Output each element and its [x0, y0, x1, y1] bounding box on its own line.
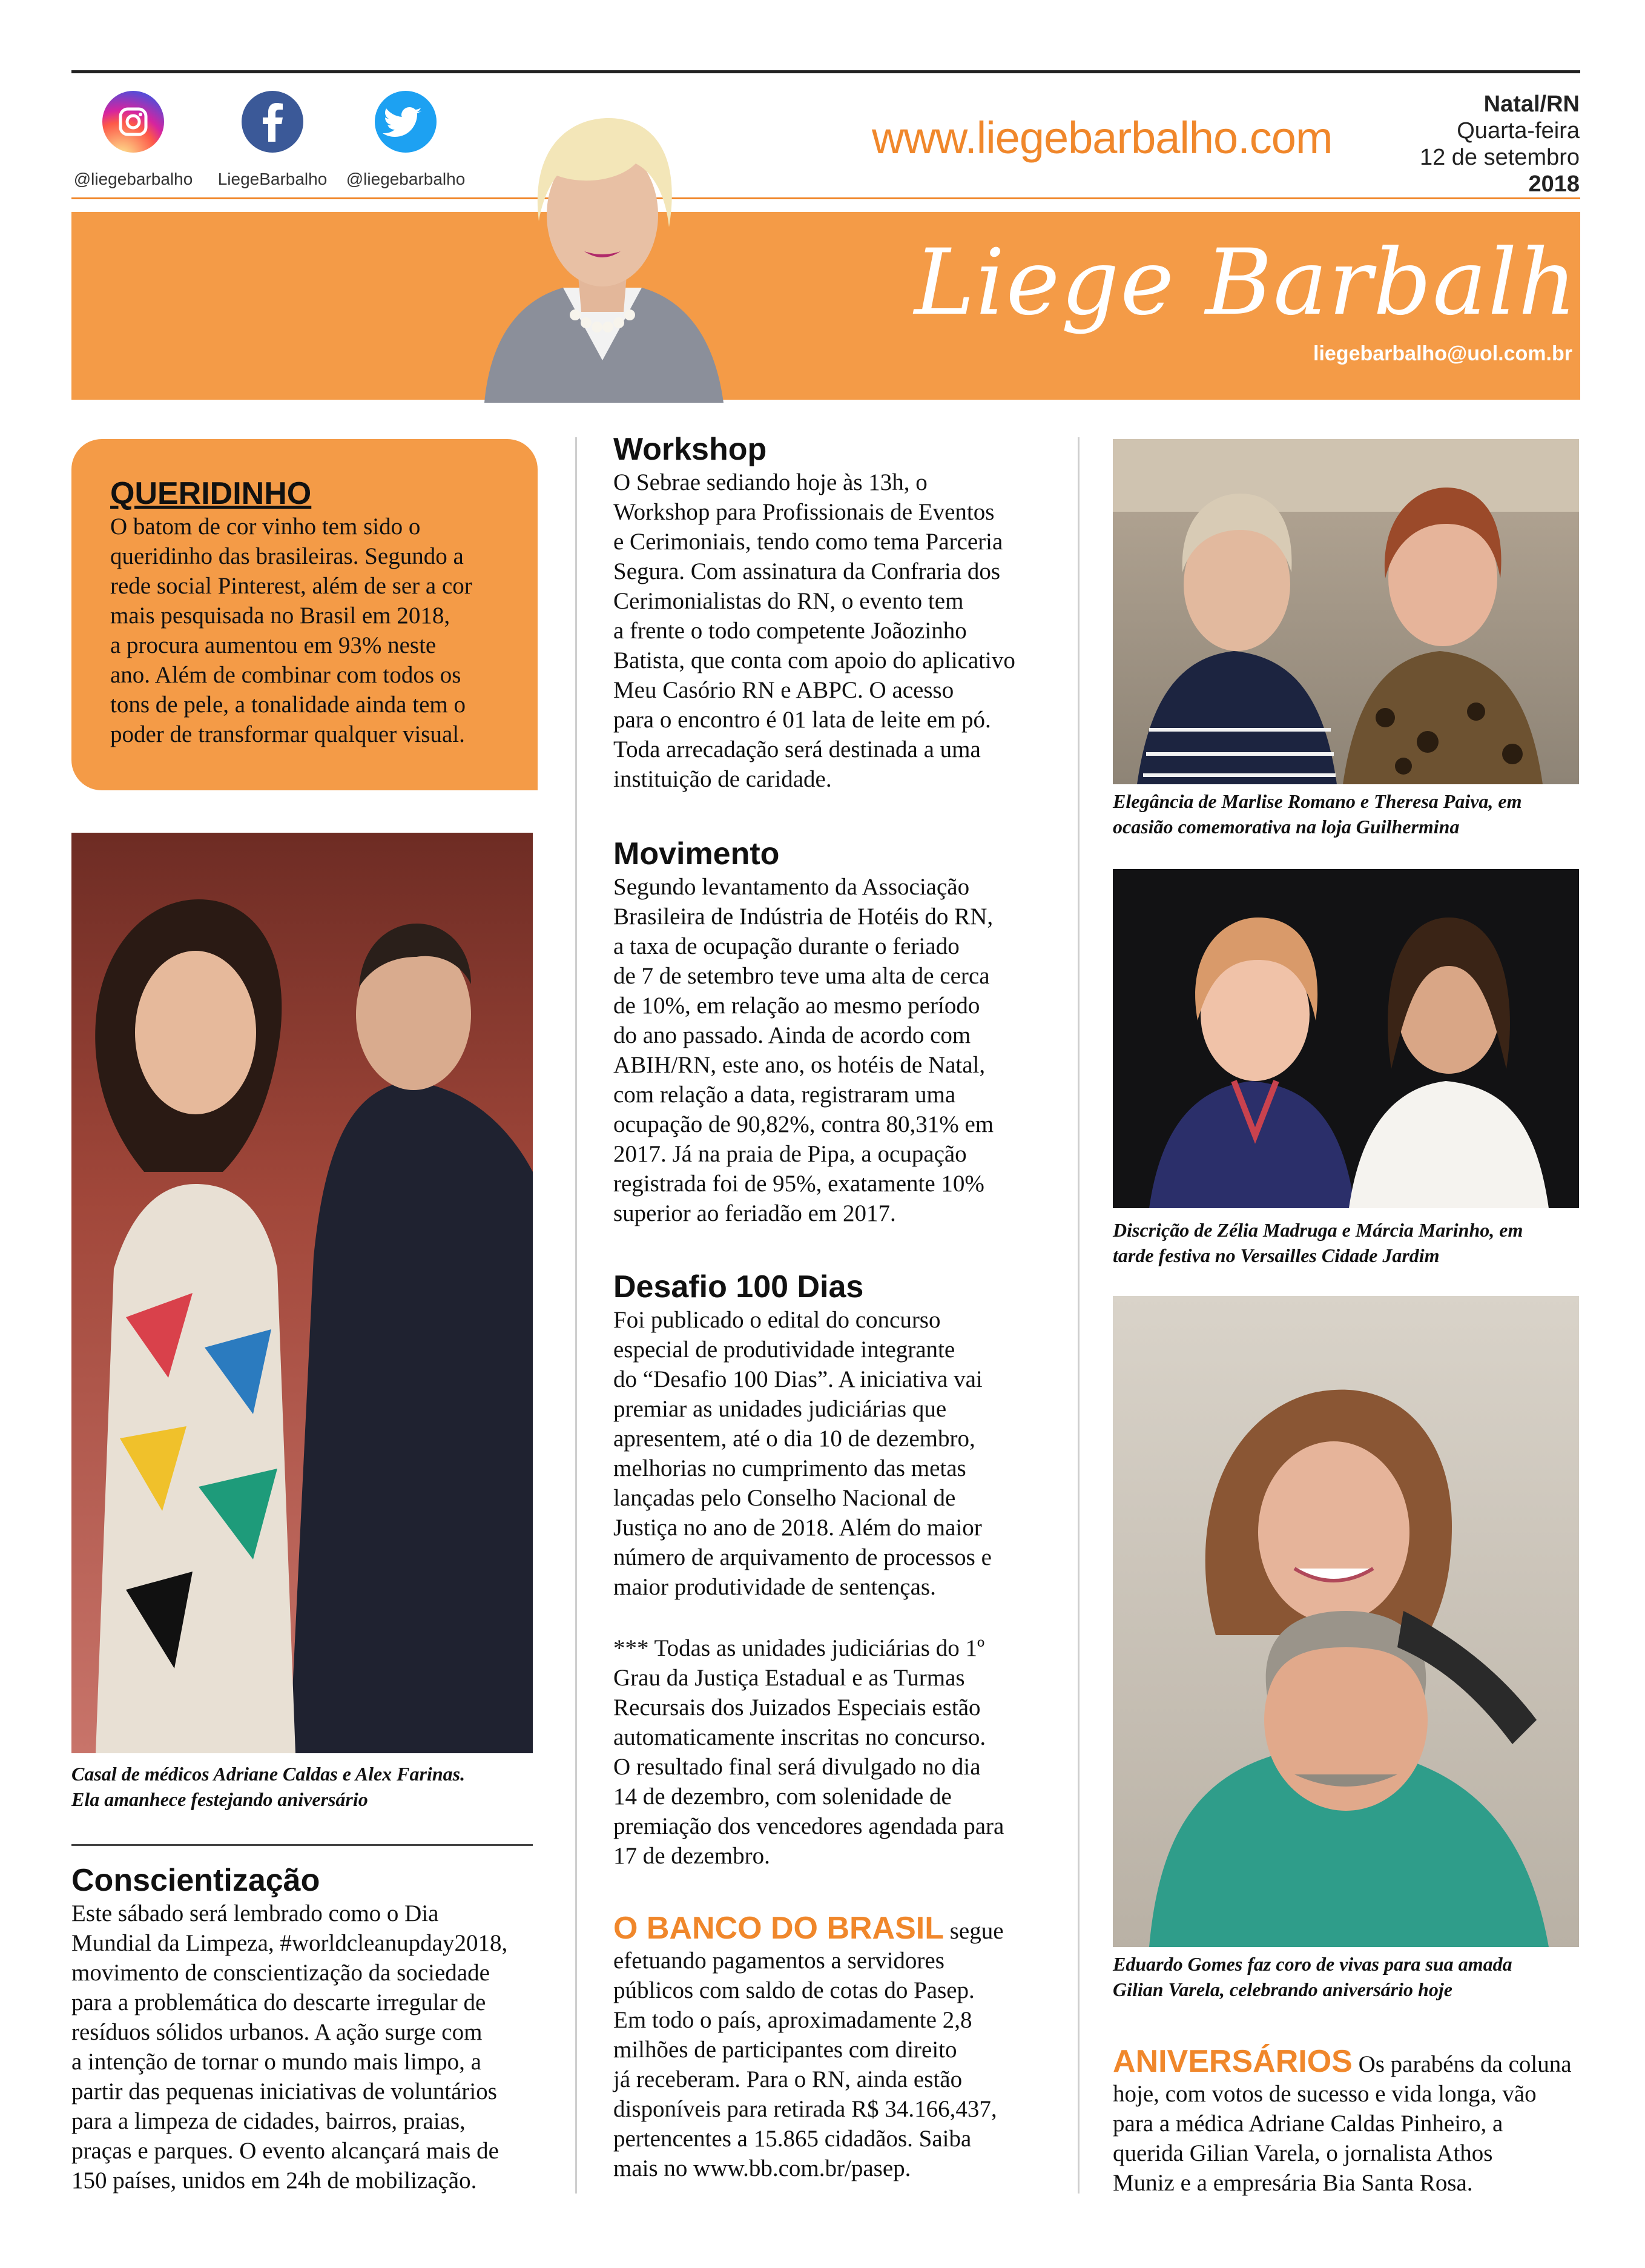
column-divider-2	[1078, 437, 1080, 2194]
text-line: praças e parques. O evento alcançará mais de	[71, 2138, 499, 2164]
weekday: Quarta-feira	[1457, 118, 1580, 144]
text-line: registrada foi de 95%, exatamente 10%	[613, 1171, 984, 1197]
workshop-section	[613, 431, 1061, 794]
banco-section	[613, 1911, 1061, 2183]
text-line: Mundial da Limpeza, #worldcleanupday2018,	[71, 1930, 508, 1956]
text-line: do ano passado. Ainda de acordo com	[613, 1022, 971, 1048]
text-line: *** Todas as unidades judiciárias do 1º	[613, 1635, 985, 1661]
text-line: instituição de caridade.	[613, 766, 832, 792]
twitter-handle: @liegebarbalho	[346, 170, 466, 188]
text-line: a procura aumentou em 93% neste	[110, 632, 437, 658]
facebook-icon	[242, 91, 303, 153]
queridinho-section	[110, 475, 510, 749]
text-line: Em todo o país, aproximadamente 2,8	[613, 2007, 972, 2033]
caption-line: Gilian Varela, celebrando aniversário hoje	[1113, 1979, 1452, 2000]
instagram-link[interactable]	[67, 91, 200, 189]
banco-title: O BANCO DO BRASIL	[613, 1911, 944, 1946]
photo-couple	[71, 833, 533, 1753]
text-line: partir das pequenas iniciativas de voluntários	[71, 2078, 497, 2104]
text-line: querida Gilian Varela, o jornalista Athos	[1113, 2140, 1493, 2166]
text-line: 17 de dezembro.	[613, 1843, 770, 1869]
caption-line: Eduardo Gomes faz coro de vivas para sua amada	[1113, 1953, 1512, 1975]
facebook-handle: LiegeBarbalho	[217, 170, 328, 188]
text-line: Meu Casório RN e ABPC. O acesso	[613, 677, 954, 703]
text-line: com relação a data, registraram uma	[613, 1082, 956, 1108]
text-line: tons de pele, a tonalidade ainda tem o	[110, 692, 466, 718]
text-line: O Sebrae sediando hoje às 13h, o	[613, 469, 928, 495]
year: 2018	[1528, 171, 1580, 197]
conscientizacao-section	[71, 1862, 556, 2195]
text-line: maior produtividade de sentenças.	[613, 1574, 936, 1600]
text-line: Batista, que conta com apoio do aplicativo	[613, 647, 1015, 673]
text-line: Segura. Com assinatura da Confraria dos	[613, 558, 1001, 584]
twitter-icon	[375, 91, 437, 153]
desafio-section	[613, 1269, 1061, 1871]
aniversarios-section	[1113, 2044, 1591, 2198]
columnist-name: Liege Barbalho	[914, 230, 1634, 336]
text-line: premiação dos vencedores agendada para	[613, 1813, 1004, 1839]
text-line: e Cerimoniais, tendo como tema Parceria	[613, 529, 1003, 555]
text-line: O resultado final será divulgado no dia	[613, 1754, 981, 1780]
aniversarios-title: ANIVERSÁRIOS	[1113, 2044, 1353, 2079]
text-line: 14 de dezembro, com solenidade de	[613, 1784, 952, 1810]
text-line: de 10%, em relação ao mesmo período	[613, 993, 980, 1019]
text-line: a frente o todo competente Joãozinho	[613, 618, 967, 644]
text-line: movimento de conscientização da sociedade	[71, 1960, 490, 1986]
text-line: poder de transformar qualquer visual.	[110, 721, 465, 747]
workshop-title: Workshop	[613, 432, 767, 467]
instagram-handle: @liegebarbalho	[73, 170, 193, 188]
text-line: especial de produtividade integrante	[613, 1337, 955, 1363]
caption-line: ocasião comemorativa na loja Guilhermina	[1113, 816, 1460, 838]
dateline	[1420, 91, 1580, 197]
website-link[interactable]: www.liegebarbalho.com	[872, 113, 1333, 163]
aniversarios-lead	[1113, 2044, 1591, 2079]
banco-lead	[613, 1911, 1061, 1946]
text-line: Recursais dos Juizados Especiais estão	[613, 1694, 981, 1721]
text-line: disponíveis para retirada R$ 34.166,437,	[613, 2096, 997, 2122]
text-line: Muniz e a empresária Bia Santa Rosa.	[1113, 2170, 1473, 2196]
text-line: do “Desafio 100 Dias”. A iniciativa vai	[613, 1366, 983, 1392]
text-line: lançadas pelo Conselho Nacional de	[613, 1485, 956, 1511]
text-line: 150 países, unidos em 24h de mobilização.	[71, 2167, 477, 2194]
aniversarios-lead-rest: Os parabéns da coluna	[1352, 2051, 1572, 2077]
desafio-title: Desafio 100 Dias	[613, 1269, 864, 1304]
instagram-icon	[102, 91, 164, 153]
text-line: a taxa de ocupação durante o feriado	[613, 933, 960, 959]
section-divider	[71, 1844, 533, 1846]
text-line: de 7 de setembro teve uma alta de cerca	[613, 963, 990, 989]
text-line: milhões de participantes com direito	[613, 2037, 957, 2063]
text-line: Toda arrecadação será destinada a uma	[613, 736, 981, 762]
text-line: rede social Pinterest, além de ser a cor	[110, 573, 472, 599]
text-line: a intenção de tornar o mundo mais limpo, a	[71, 2049, 481, 2075]
photo-couple-caption	[71, 1761, 544, 1812]
column-divider-1	[575, 437, 577, 2194]
caption-line: Elegância de Marlise Romano e Theresa Paiva, em	[1113, 790, 1522, 812]
text-line: para o encontro é 01 lata de leite em pó.	[613, 707, 991, 733]
photo-marlise-theresa	[1113, 439, 1579, 784]
caption-line: Ela amanhece festejando aniversário	[71, 1788, 368, 1810]
movimento-title: Movimento	[613, 836, 780, 871]
text-line: públicos com saldo de cotas do Pasep.	[613, 1977, 975, 2003]
text-line: ABIH/RN, este ano, os hotéis de Natal,	[613, 1052, 986, 1078]
text-line: efetuando pagamentos a servidores	[613, 1948, 944, 1974]
text-line: Foi publicado o edital do concurso	[613, 1307, 941, 1333]
facebook-link[interactable]	[206, 91, 339, 189]
columnist-portrait	[472, 76, 733, 403]
text-line: número de arquivamento de processos e	[613, 1544, 992, 1570]
text-line: para a limpeza de cidades, bairros, praias,	[71, 2108, 466, 2134]
text-line: melhorias no cumprimento das metas	[613, 1455, 966, 1481]
queridinho-title: QUERIDINHO	[110, 476, 312, 511]
conscientizacao-title: Conscientização	[71, 1863, 320, 1898]
header-divider	[71, 197, 1580, 199]
text-line: Este sábado será lembrado como o Dia	[71, 1900, 439, 1926]
text-line: Brasileira de Indústria de Hotéis do RN,	[613, 904, 994, 930]
top-rule	[71, 70, 1580, 73]
text-line: já receberam. Para o RN, ainda estão	[613, 2066, 963, 2092]
text-line: 2017. Já na praia de Pipa, a ocupação	[613, 1141, 967, 1167]
text-line: premiar as unidades judiciárias que	[613, 1396, 947, 1422]
photo-eduardo-gilian-caption	[1113, 1951, 1585, 2002]
text-line: queridinho das brasileiras. Segundo a	[110, 543, 464, 569]
text-line: ocupação de 90,82%, contra 80,31% em	[613, 1111, 994, 1137]
text-line: Segundo levantamento da Associação	[613, 874, 970, 900]
city: Natal/RN	[1483, 91, 1580, 117]
text-line: apresentem, até o dia 10 de dezembro,	[613, 1426, 975, 1452]
photo-eduardo-gilian	[1113, 1296, 1579, 1947]
text-line: resíduos sólidos urbanos. A ação surge com	[71, 2019, 483, 2045]
text-line: Grau da Justiça Estadual e as Turmas	[613, 1665, 965, 1691]
caption-line: tarde festiva no Versailles Cidade Jardim	[1113, 1245, 1440, 1266]
text-line: automaticamente inscritas no concurso.	[613, 1724, 986, 1750]
text-line: mais pesquisada no Brasil em 2018,	[110, 603, 450, 629]
text-line: para a médica Adriane Caldas Pinheiro, a	[1113, 2111, 1503, 2137]
text-line: ano. Além de combinar com todos os	[110, 662, 461, 688]
movimento-section	[613, 836, 1061, 1228]
text-line: para a problemática do descarte irregular de	[71, 1989, 486, 2015]
queridinho-body	[110, 512, 510, 749]
text-line: O batom de cor vinho tem sido o	[110, 514, 421, 540]
date: 12 de setembro	[1419, 145, 1580, 170]
text-line: hoje, com votos de sucesso e vida longa, vão	[1113, 2081, 1537, 2107]
caption-line: Casal de médicos Adriane Caldas e Alex Farinas.	[71, 1763, 466, 1785]
photo-zelia-marcia	[1113, 869, 1579, 1208]
banco-lead-rest: segue	[944, 1918, 1004, 1944]
photo-zelia-marcia-caption	[1113, 1217, 1585, 1268]
text-line: mais no www.bb.com.br/pasep.	[613, 2155, 911, 2181]
columnist-email[interactable]: liegebarbalho@uol.com.br	[1313, 342, 1572, 365]
text-line: Workshop para Profissionais de Eventos	[613, 499, 995, 525]
text-line: Justiça no ano de 2018. Além do maior	[613, 1515, 982, 1541]
text-line: superior ao feriadão em 2017.	[613, 1200, 896, 1226]
caption-line: Discrição de Zélia Madruga e Márcia Marinho, em	[1113, 1219, 1523, 1241]
text-line: pertencentes a 15.865 cidadãos. Saiba	[613, 2126, 972, 2152]
twitter-link[interactable]	[339, 91, 472, 189]
photo-marlise-theresa-caption	[1113, 789, 1585, 839]
text-line: Cerimonialistas do RN, o evento tem	[613, 588, 964, 614]
